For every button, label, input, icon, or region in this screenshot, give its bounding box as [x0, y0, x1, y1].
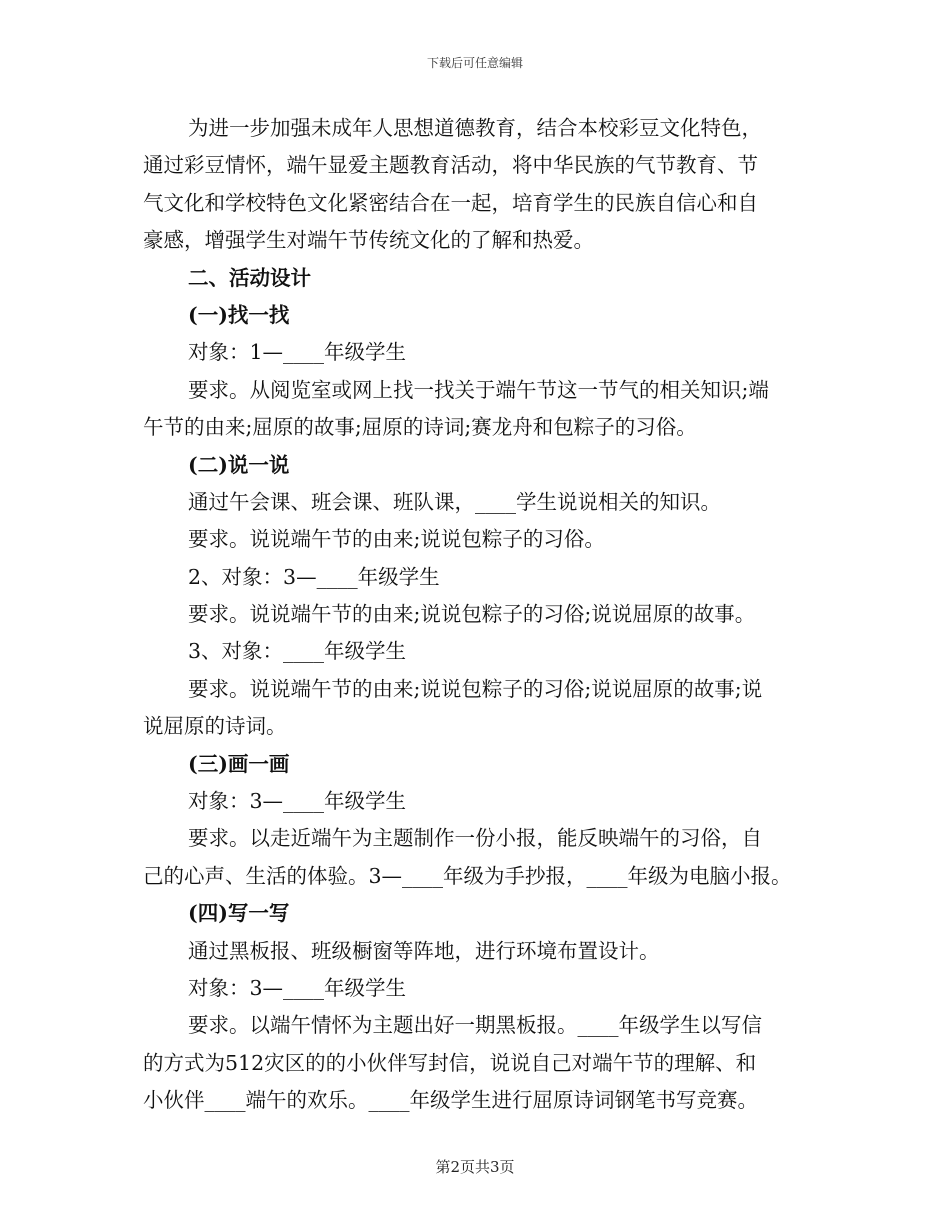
text-line: 午节的由来;屈原的故事;屈原的诗词;赛龙舟和包粽子的习俗。: [143, 415, 697, 440]
text-line: 通过午会课、班会课、班队课，____学生说说相关的知识。: [188, 489, 721, 514]
text-line: 小伙伴____端午的欢乐。____年级学生进行屈原诗词钢笔书写竞赛。: [143, 1088, 758, 1113]
text-line: 为进一步加强未成年人思想道德教育，结合本校彩豆文化特色，: [188, 116, 762, 140]
section-heading: (一)找一找: [188, 302, 290, 327]
text-line: 要求。说说端午节的由来;说说包粽子的习俗;说说屈原的故事;说: [188, 676, 763, 701]
text-line: 豪感，增强学生对端午节传统文化的了解和热爱。: [143, 228, 594, 253]
text-line: 对象：1—____年级学生: [188, 340, 407, 365]
text-line: 要求。说说端午节的由来;说说包粽子的习俗。: [188, 527, 605, 552]
text-line: 通过黑板报、班级橱窗等阵地，进行环境布置设计。: [188, 938, 660, 963]
section-heading: (三)画一画: [188, 751, 290, 776]
section-heading: (二)说一说: [188, 452, 290, 477]
text-line: 要求。说说端午节的由来;说说包粽子的习俗;说说屈原的故事。: [188, 602, 756, 627]
text-line: 己的心声、生活的体验。3—____年级为手抄报，____年级为电脑小报。: [143, 863, 792, 888]
text-line: 3、对象：____年级学生: [188, 639, 407, 664]
text-line: 要求。从阅览室或网上找一找关于端午节这一节气的相关知识;端: [188, 377, 769, 402]
page-number: 第2页共3页: [435, 1158, 515, 1176]
text-line: 的方式为512灾区的的小伙伴写封信，说说自己对端午节的理解、和: [143, 1050, 757, 1075]
section-heading: (四)写一写: [188, 901, 290, 926]
text-line: 对象：3—____年级学生: [188, 789, 407, 814]
document-body: [143, 110, 811, 1120]
text-line: 通过彩豆情怀，端午显爱主题教育活动，将中华民族的气节教育、节: [143, 153, 758, 178]
text-line: 要求。以端午情怀为主题出好一期黑板报。____年级学生以写信: [188, 1013, 762, 1038]
text-line: 对象：3—____年级学生: [188, 975, 407, 1000]
text-line: 2、对象：3—____年级学生: [188, 564, 440, 589]
text-line: 说屈原的诗词。: [143, 714, 287, 739]
page-header-note: 下载后可任意编辑: [426, 56, 523, 70]
text-line: 气文化和学校特色文化紧密结合在一起，培育学生的民族自信心和自: [143, 190, 758, 215]
section-heading: 二、活动设计: [188, 265, 311, 290]
text-line: 要求。以走近端午为主题制作一份小报，能反映端午的习俗，自: [188, 826, 762, 851]
